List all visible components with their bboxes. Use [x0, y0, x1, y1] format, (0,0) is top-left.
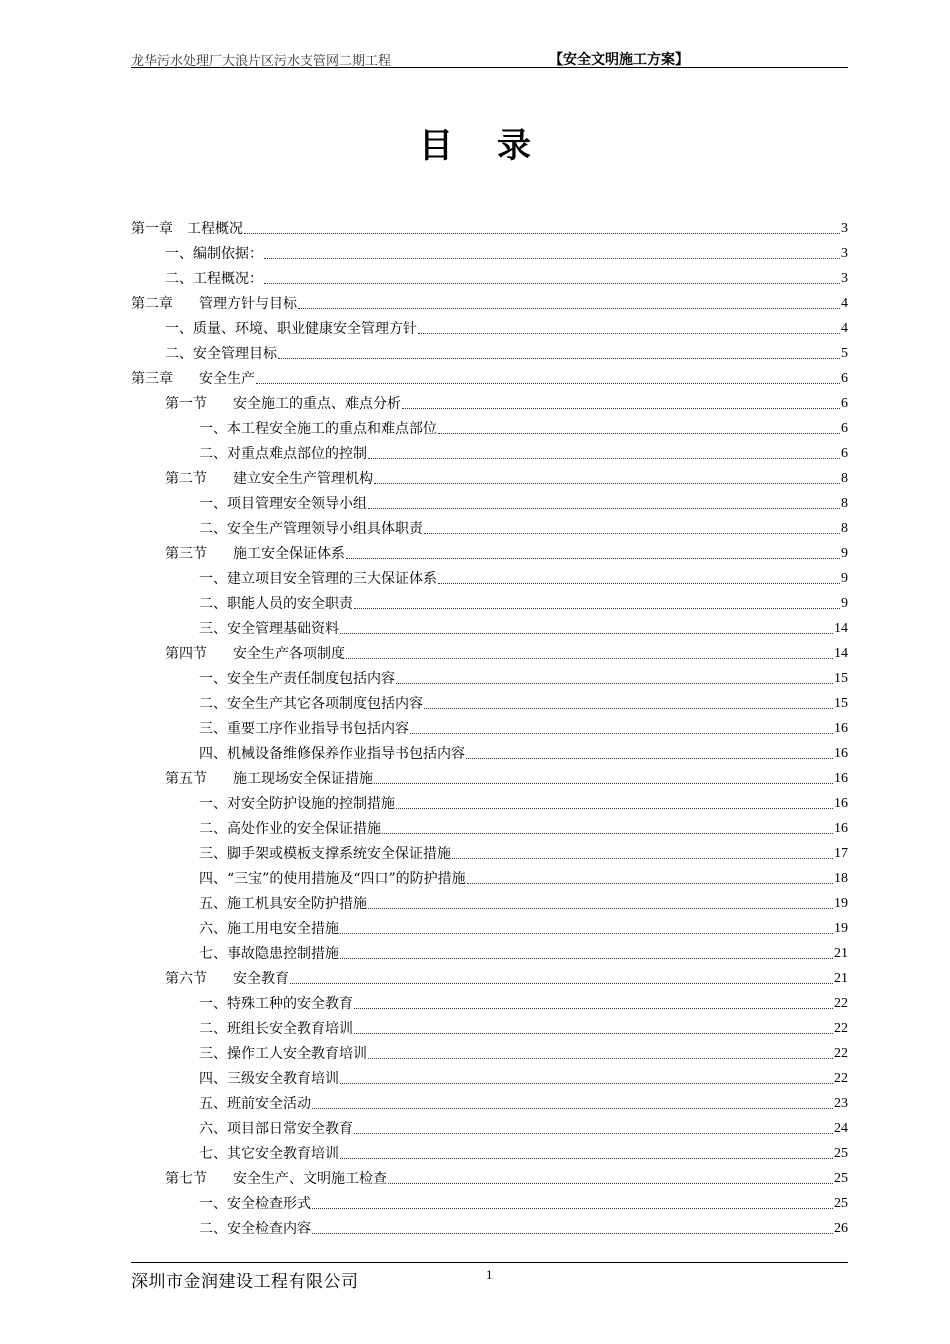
toc-entry[interactable] — [131, 213, 848, 238]
toc-entry-page: 3 — [841, 221, 848, 236]
toc-entry-title: 三级安全教育培训 — [227, 1071, 339, 1087]
toc-entry[interactable] — [131, 963, 848, 988]
toc-entry[interactable] — [131, 863, 848, 888]
toc-entry-number: 第二章 — [131, 296, 173, 312]
toc-dot-leader — [368, 1057, 833, 1059]
toc-entry-page: 21 — [834, 946, 848, 961]
toc-entry[interactable] — [131, 1113, 848, 1138]
toc-entry-page: 17 — [834, 846, 848, 861]
toc-entry[interactable] — [131, 788, 848, 813]
toc-entry-page: 14 — [834, 621, 848, 636]
footer-company-name: 深圳市金润建设工程有限公司 — [131, 1272, 359, 1292]
toc-entry-label — [199, 570, 437, 588]
toc-entry[interactable] — [131, 613, 848, 638]
toc-dot-leader — [346, 557, 840, 559]
toc-entry[interactable] — [131, 913, 848, 938]
toc-entry-number: 一、 — [199, 571, 227, 587]
toc-entry[interactable] — [131, 288, 848, 313]
toc-entry-page: 3 — [841, 246, 848, 261]
toc-entry-title: 本工程安全施工的重点和难点部位 — [227, 421, 437, 437]
toc-entry-number: 第一节 — [165, 396, 207, 412]
toc-dot-leader — [340, 632, 833, 634]
toc-entry-title: 安全生产各项制度 — [233, 646, 345, 662]
toc-entry-title: 安全生产责任制度包括内容 — [227, 671, 395, 687]
toc-entry-number: 三、 — [199, 1046, 227, 1062]
header-divider — [131, 67, 848, 68]
toc-entry-page: 4 — [841, 296, 848, 311]
toc-entry[interactable] — [131, 1188, 848, 1213]
toc-entry-page: 14 — [834, 646, 848, 661]
toc-entry-page: 19 — [834, 896, 848, 911]
toc-entry-page: 6 — [841, 446, 848, 461]
toc-entry-label — [199, 1070, 339, 1088]
toc-dot-leader — [340, 932, 833, 934]
toc-entry-page: 9 — [841, 571, 848, 586]
toc-entry-label — [199, 995, 353, 1013]
toc-entry-title: 安全生产、文明施工检查 — [233, 1171, 387, 1187]
toc-entry-label — [199, 1045, 367, 1063]
toc-dot-leader — [354, 1032, 833, 1034]
toc-entry[interactable] — [131, 563, 848, 588]
toc-entry-number: 二、 — [199, 446, 227, 462]
toc-dot-leader — [264, 282, 840, 284]
toc-entry-number: 四、 — [199, 746, 227, 762]
toc-entry-page: 16 — [834, 771, 848, 786]
toc-entry[interactable] — [131, 413, 848, 438]
toc-entry-label — [165, 395, 401, 413]
toc-entry[interactable] — [131, 338, 848, 363]
toc-entry-number: 第三节 — [165, 546, 207, 562]
toc-entry[interactable] — [131, 538, 848, 563]
toc-entry-title: 建立项目安全管理的三大保证体系 — [227, 571, 437, 587]
toc-entry-page: 16 — [834, 721, 848, 736]
toc-dot-leader — [298, 307, 840, 309]
toc-entry[interactable] — [131, 1138, 848, 1163]
toc-entry-number: 七、 — [199, 1146, 227, 1162]
toc-entry[interactable] — [131, 813, 848, 838]
toc-entry-page: 24 — [834, 1121, 848, 1136]
toc-entry-title: 工程概况： — [193, 271, 263, 287]
toc-entry-title: 施工用电安全措施 — [227, 921, 339, 937]
toc-entry-label — [131, 295, 297, 313]
toc-entry-page: 3 — [841, 271, 848, 286]
toc-dot-leader — [244, 232, 840, 234]
toc-entry-title: 管理方针与目标 — [199, 296, 297, 312]
toc-dot-leader — [467, 882, 833, 884]
toc-entry-number: 二、 — [199, 596, 227, 612]
toc-dot-leader — [346, 657, 833, 659]
toc-entry-title: 高处作业的安全保证措施 — [227, 821, 381, 837]
toc-entry-label — [199, 1195, 311, 1213]
toc-entry-title: 班前安全活动 — [227, 1096, 311, 1112]
toc-entry[interactable] — [131, 1063, 848, 1088]
toc-dot-leader — [396, 682, 833, 684]
toc-entry[interactable] — [131, 263, 848, 288]
toc-entry-title: 其它安全教育培训 — [227, 1146, 339, 1162]
footer-divider — [131, 1262, 848, 1263]
toc-dot-leader — [340, 1157, 833, 1159]
toc-entry-page: 6 — [841, 421, 848, 436]
toc-entry-label — [199, 920, 339, 938]
toc-entry[interactable] — [131, 1013, 848, 1038]
toc-entry-number: 第三章 — [131, 371, 173, 387]
toc-entry-label — [199, 520, 423, 538]
toc-dot-leader — [368, 457, 840, 459]
toc-entry-label — [199, 945, 339, 963]
toc-entry-page: 16 — [834, 796, 848, 811]
toc-entry-number: 三、 — [199, 621, 227, 637]
toc-entry-number: 二、 — [199, 1021, 227, 1037]
toc-entry-page: 22 — [834, 1021, 848, 1036]
toc-dot-leader — [374, 782, 833, 784]
toc-entry-page: 5 — [841, 346, 848, 361]
toc-entry-label — [199, 1095, 311, 1113]
toc-entry-number: 一、 — [199, 796, 227, 812]
toc-dot-leader — [290, 982, 833, 984]
toc-entry-number: 二、 — [199, 821, 227, 837]
toc-entry-title: 编制依据： — [193, 246, 263, 262]
toc-entry-label — [165, 645, 345, 663]
toc-entry-label — [199, 695, 423, 713]
toc-entry-title: 安全管理目标 — [193, 346, 277, 362]
toc-entry-number: 五、 — [199, 1096, 227, 1112]
toc-entry-label — [199, 670, 395, 688]
toc-entry-number: 三、 — [199, 846, 227, 862]
toc-entry-label — [165, 1170, 387, 1188]
toc-entry-page: 25 — [834, 1146, 848, 1161]
toc-entry-page: 18 — [834, 871, 848, 886]
toc-entry-label — [165, 545, 345, 563]
toc-entry-number: 四、 — [199, 1071, 227, 1087]
toc-entry-label — [199, 1120, 353, 1138]
toc-entry-number: 二、 — [199, 1221, 227, 1237]
toc-entry-number: 一、 — [199, 421, 227, 437]
toc-dot-leader — [264, 257, 840, 259]
toc-entry[interactable] — [131, 713, 848, 738]
toc-entry-label — [199, 445, 367, 463]
toc-dot-leader — [382, 832, 833, 834]
toc-entry-title: 施工安全保证体系 — [233, 546, 345, 562]
toc-entry-title: 事故隐患控制措施 — [227, 946, 339, 962]
toc-dot-leader — [340, 1082, 833, 1084]
toc-entry-label — [199, 620, 339, 638]
toc-entry-page: 15 — [834, 696, 848, 711]
toc-dot-leader — [374, 482, 840, 484]
toc-dot-leader — [354, 1007, 833, 1009]
toc-dot-leader — [312, 1232, 833, 1234]
toc-entry-number: 一、 — [165, 321, 193, 337]
toc-entry[interactable] — [131, 388, 848, 413]
toc-entry-page: 23 — [834, 1096, 848, 1111]
toc-entry-page: 19 — [834, 921, 848, 936]
toc-entry[interactable] — [131, 663, 848, 688]
toc-entry-page: 9 — [841, 596, 848, 611]
header-project-name: 龙华污水处理厂大浪片区污水支管网二期工程 — [131, 54, 392, 69]
toc-dot-leader — [354, 1132, 833, 1134]
toc-entry-number: 六、 — [199, 1121, 227, 1137]
toc-dot-leader — [278, 357, 840, 359]
toc-entry-number: 一、 — [199, 1196, 227, 1212]
toc-entry-number: 四、 — [199, 871, 227, 887]
toc-dot-leader — [388, 1182, 833, 1184]
toc-entry-label — [199, 595, 353, 613]
toc-dot-leader — [312, 1107, 833, 1109]
footer-page-number: 1 — [486, 1267, 493, 1282]
toc-entry-page: 4 — [841, 321, 848, 336]
toc-entry-title: 脚手架或模板支撑系统安全保证措施 — [227, 846, 451, 862]
toc-entry-title: 职能人员的安全职责 — [227, 596, 353, 612]
toc-entry[interactable] — [131, 438, 848, 463]
toc-dot-leader — [340, 957, 833, 959]
toc-entry-number: 第六节 — [165, 971, 207, 987]
toc-entry-title: “三宝”的使用措施及“四口”的防护措施 — [227, 871, 466, 887]
page-title: 目录 — [419, 126, 575, 166]
toc-dot-leader — [410, 732, 833, 734]
toc-dot-leader — [396, 807, 833, 809]
toc-entry-title: 机械设备维修保养作业指导书包括内容 — [227, 746, 465, 762]
toc-entry-number: 第一章 — [131, 221, 173, 237]
toc-entry-number: 二、 — [199, 696, 227, 712]
toc-entry-title: 施工现场安全保证措施 — [233, 771, 373, 787]
toc-entry-page: 6 — [841, 371, 848, 386]
toc-entry[interactable] — [131, 513, 848, 538]
toc-dot-leader — [466, 757, 833, 759]
toc-entry-number: 三、 — [199, 721, 227, 737]
toc-entry-title: 安全教育 — [233, 971, 289, 987]
toc-entry-label — [165, 770, 373, 788]
toc-entry-title: 施工机具安全防护措施 — [227, 896, 367, 912]
toc-entry-label — [165, 345, 277, 363]
toc-entry-number: 第五节 — [165, 771, 207, 787]
toc-dot-leader — [424, 707, 833, 709]
toc-entry-number: 一、 — [199, 996, 227, 1012]
toc-entry-label — [199, 820, 381, 838]
toc-entry-label — [199, 1145, 339, 1163]
toc-entry-title: 班组长安全教育培训 — [227, 1021, 353, 1037]
toc-entry-title: 对安全防护设施的控制措施 — [227, 796, 395, 812]
toc-entry-page: 22 — [834, 1046, 848, 1061]
toc-entry-title: 操作工人安全教育培训 — [227, 1046, 367, 1062]
toc-entry[interactable] — [131, 638, 848, 663]
toc-dot-leader — [256, 382, 840, 384]
toc-entry-title: 质量、环境、职业健康安全管理方针 — [193, 321, 417, 337]
toc-entry-title: 安全检查内容 — [227, 1221, 311, 1237]
toc-entry-number: 第四节 — [165, 646, 207, 662]
toc-entry-label — [165, 320, 417, 338]
toc-entry-label — [199, 1220, 311, 1238]
toc-dot-leader — [368, 907, 833, 909]
toc-dot-leader — [438, 432, 840, 434]
table-of-contents — [131, 213, 848, 1238]
toc-entry-title: 安全生产管理领导小组具体职责 — [227, 521, 423, 537]
toc-entry-number: 七、 — [199, 946, 227, 962]
toc-entry-label — [199, 870, 466, 888]
toc-entry-page: 22 — [834, 1071, 848, 1086]
toc-dot-leader — [402, 407, 840, 409]
toc-entry[interactable] — [131, 888, 848, 913]
toc-entry[interactable] — [131, 938, 848, 963]
toc-dot-leader — [368, 507, 840, 509]
toc-entry-page: 26 — [834, 1221, 848, 1236]
toc-entry[interactable] — [131, 838, 848, 863]
toc-entry-label — [165, 970, 289, 988]
toc-entry[interactable] — [131, 488, 848, 513]
toc-entry-title: 对重点难点部位的控制 — [227, 446, 367, 462]
toc-entry[interactable] — [131, 588, 848, 613]
toc-entry-label — [165, 245, 263, 263]
toc-entry-number: 第二节 — [165, 471, 207, 487]
toc-entry[interactable] — [131, 363, 848, 388]
toc-entry-number: 一、 — [199, 671, 227, 687]
toc-entry-number: 五、 — [199, 896, 227, 912]
toc-entry-label — [165, 470, 373, 488]
toc-entry-number: 六、 — [199, 921, 227, 937]
toc-entry-number: 第七节 — [165, 1171, 207, 1187]
toc-dot-leader — [424, 532, 840, 534]
toc-entry-page: 6 — [841, 396, 848, 411]
toc-entry[interactable] — [131, 463, 848, 488]
toc-entry-page: 25 — [834, 1171, 848, 1186]
toc-entry-title: 工程概况 — [187, 221, 243, 237]
toc-dot-leader — [312, 1207, 833, 1209]
toc-entry-page: 25 — [834, 1196, 848, 1211]
toc-entry-label — [199, 795, 395, 813]
toc-entry[interactable] — [131, 688, 848, 713]
toc-entry[interactable] — [131, 238, 848, 263]
toc-entry-label — [199, 895, 367, 913]
toc-entry[interactable] — [131, 313, 848, 338]
toc-entry-title: 安全施工的重点、难点分析 — [233, 396, 401, 412]
toc-entry-number: 一、 — [165, 246, 193, 262]
toc-entry-label — [131, 370, 255, 388]
toc-entry-title: 安全生产 — [199, 371, 255, 387]
toc-entry[interactable] — [131, 1088, 848, 1113]
toc-entry-title: 安全管理基础资料 — [227, 621, 339, 637]
toc-entry-number: 二、 — [165, 346, 193, 362]
toc-entry-title: 建立安全生产管理机构 — [233, 471, 373, 487]
toc-entry[interactable] — [131, 988, 848, 1013]
toc-entry-label — [199, 420, 437, 438]
toc-entry-page: 22 — [834, 996, 848, 1011]
toc-entry-number: 二、 — [199, 521, 227, 537]
toc-entry-title: 安全生产其它各项制度包括内容 — [227, 696, 423, 712]
toc-entry[interactable] — [131, 1213, 848, 1238]
toc-entry-number: 二、 — [165, 271, 193, 287]
toc-entry-label — [131, 220, 243, 238]
toc-entry-page: 8 — [841, 521, 848, 536]
toc-entry[interactable] — [131, 738, 848, 763]
toc-entry-title: 重要工序作业指导书包括内容 — [227, 721, 409, 737]
toc-entry-title: 项目部日常安全教育 — [227, 1121, 353, 1137]
header-document-type: 【安全文明施工方案】 — [549, 52, 689, 68]
toc-entry-label — [199, 745, 465, 763]
toc-entry-title: 项目管理安全领导小组 — [227, 496, 367, 512]
toc-entry-page: 8 — [841, 471, 848, 486]
toc-entry-page: 16 — [834, 746, 848, 761]
toc-entry-label — [199, 495, 367, 513]
toc-entry-page: 8 — [841, 496, 848, 511]
toc-dot-leader — [438, 582, 840, 584]
toc-entry-label — [199, 720, 409, 738]
toc-dot-leader — [418, 332, 840, 334]
toc-entry[interactable] — [131, 763, 848, 788]
toc-entry-label — [165, 270, 263, 288]
toc-entry-title: 特殊工种的安全教育 — [227, 996, 353, 1012]
toc-dot-leader — [354, 607, 840, 609]
toc-entry-page: 9 — [841, 546, 848, 561]
toc-entry-page: 15 — [834, 671, 848, 686]
toc-entry-page: 16 — [834, 821, 848, 836]
toc-entry-label — [199, 1020, 353, 1038]
toc-entry[interactable] — [131, 1163, 848, 1188]
toc-dot-leader — [452, 857, 833, 859]
toc-entry[interactable] — [131, 1038, 848, 1063]
toc-entry-page: 21 — [834, 971, 848, 986]
toc-entry-title: 安全检查形式 — [227, 1196, 311, 1212]
toc-entry-number: 一、 — [199, 496, 227, 512]
toc-entry-label — [199, 845, 451, 863]
